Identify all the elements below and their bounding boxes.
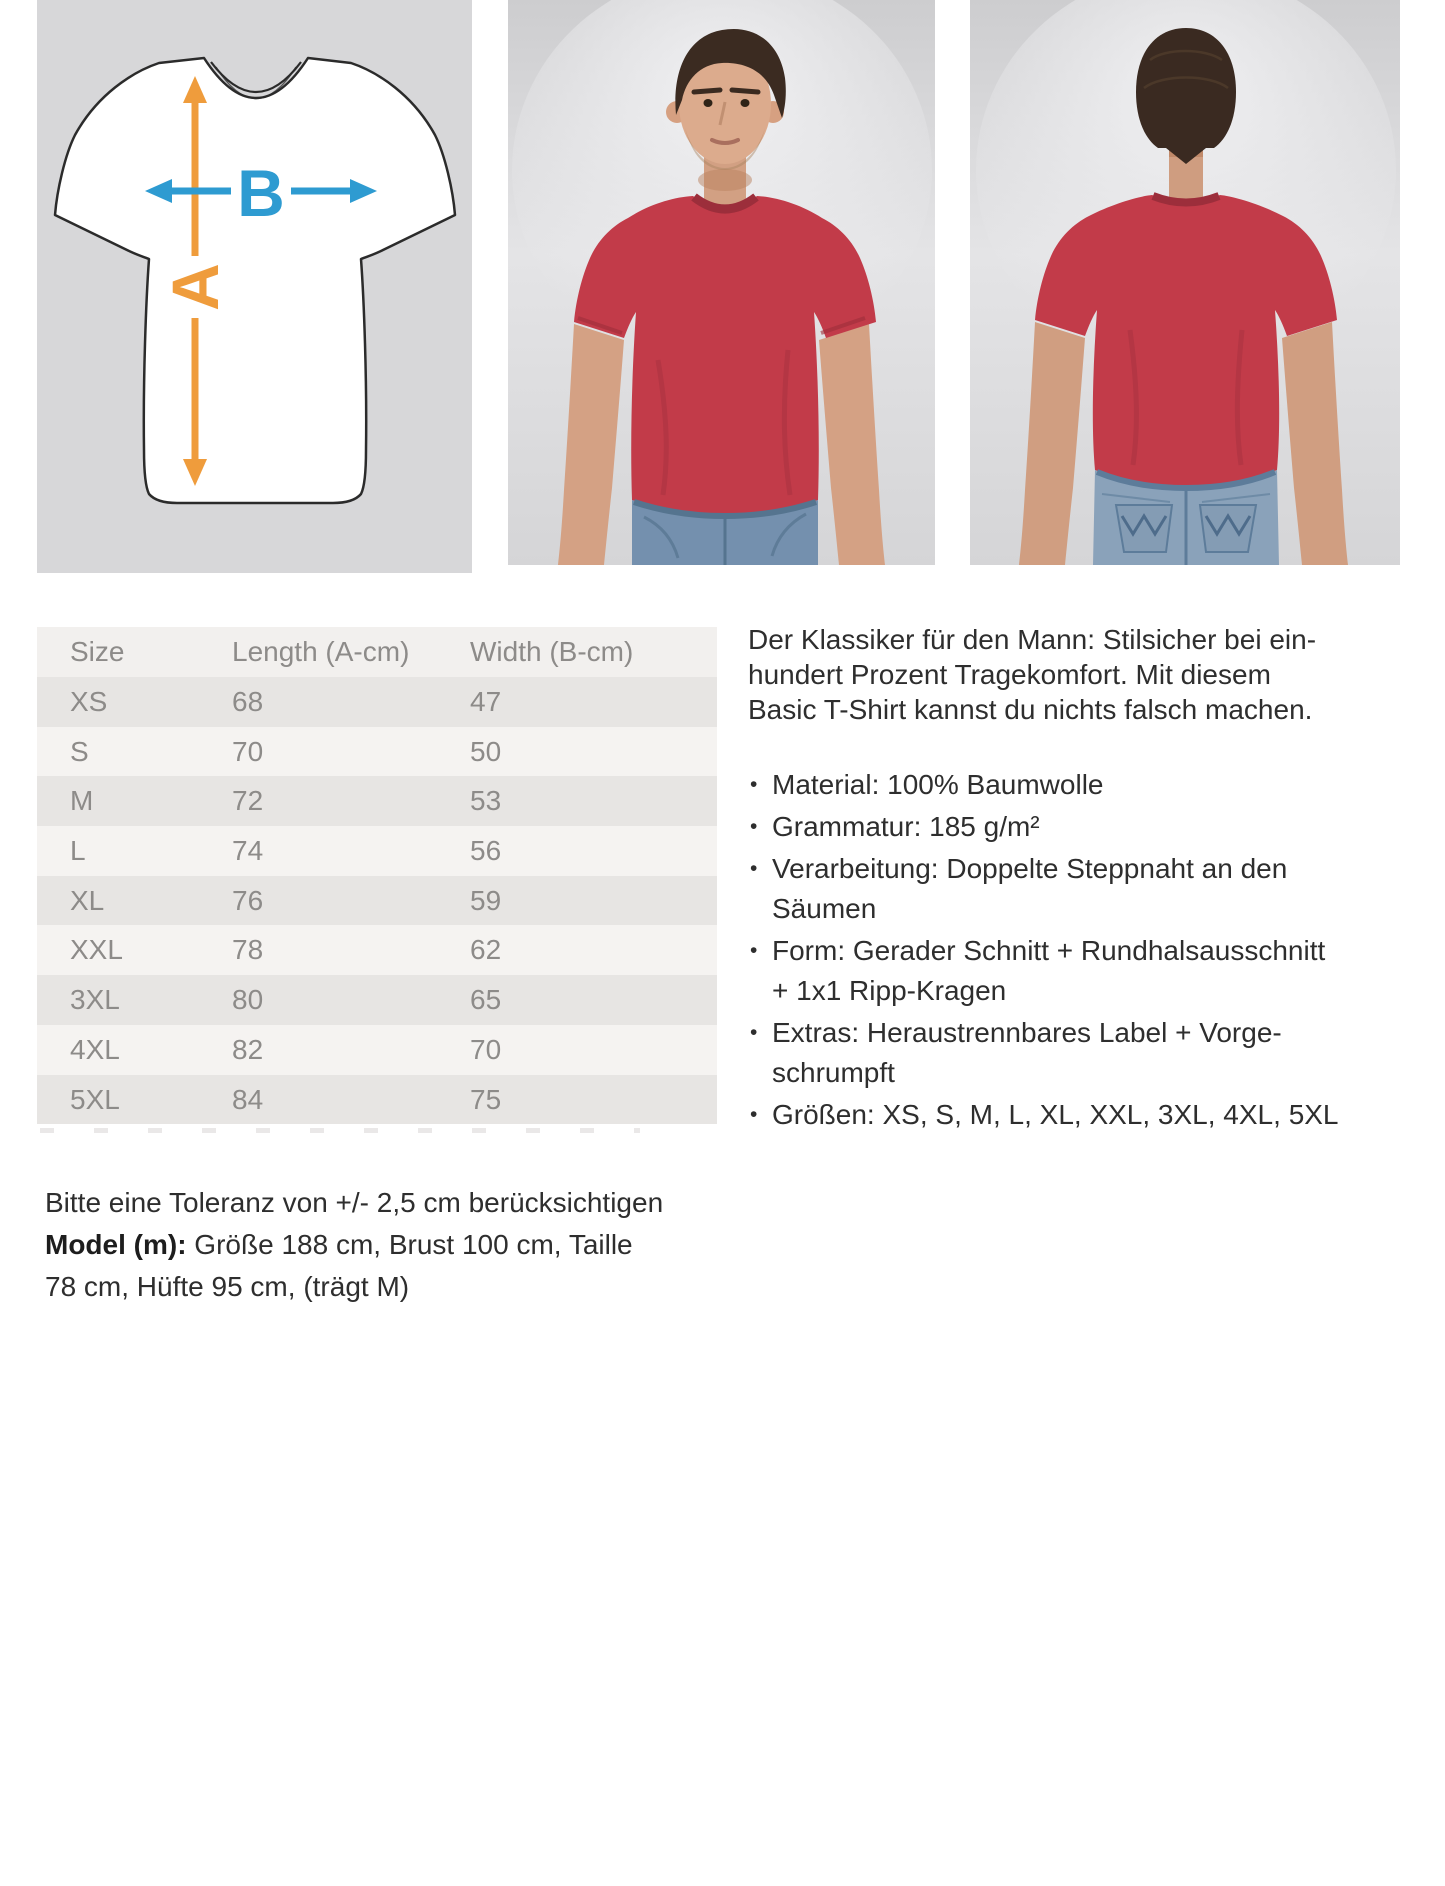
table-cell: 70 — [232, 735, 264, 767]
size-table-body — [37, 677, 717, 1124]
table-cell: XS — [70, 686, 108, 717]
column-header-size: Size — [70, 636, 125, 667]
product-photo-back — [970, 0, 1400, 573]
table-cell: S — [70, 735, 89, 767]
table-cell: L — [70, 835, 86, 867]
model-info-line: Model (m): Größe 188 cm, Brust 100 cm, Taille — [45, 1229, 633, 1260]
product-description — [748, 622, 1445, 1137]
measurement-notes — [45, 1182, 745, 1308]
table-cell: 50 — [470, 735, 502, 767]
table-cell: 78 — [232, 934, 264, 966]
tolerance-note: Bitte eine Toleranz von +/- 2,5 cm berücksichtigen — [45, 1187, 664, 1218]
table-cell: M — [70, 785, 94, 817]
feature-item — [748, 807, 1445, 847]
table-cell: 47 — [470, 686, 502, 717]
product-photo-front — [508, 0, 935, 573]
table-cell: 75 — [470, 1083, 502, 1115]
table-row — [37, 776, 717, 826]
table-cell: 76 — [232, 884, 264, 916]
size-diagram-panel — [37, 0, 472, 573]
table-cell: 82 — [232, 1033, 264, 1065]
feature-item — [748, 765, 1445, 805]
feature-line: schrumpft — [772, 1057, 895, 1088]
table-cell: 70 — [470, 1033, 502, 1065]
table-cell: 62 — [470, 934, 502, 966]
column-header-width: Width (B-cm) — [470, 636, 634, 667]
table-cell: 65 — [470, 984, 502, 1016]
description-intro — [748, 622, 1445, 727]
feature-line: Größen: XS, S, M, L, XL, XXL, 3XL, 4XL, 5XL — [772, 1099, 1339, 1130]
table-row — [37, 1075, 717, 1125]
feature-line: + 1x1 Ripp-Kragen — [772, 975, 1007, 1006]
measure-a-label: A — [158, 263, 232, 311]
table-row — [37, 727, 717, 777]
table-cell: 72 — [232, 785, 264, 817]
intro-line: Basic T-Shirt kannst du nichts falsch machen. — [748, 694, 1313, 725]
feature-item — [748, 849, 1445, 929]
bullet-icon: • — [750, 939, 758, 962]
table-cell: 5XL — [70, 1083, 120, 1115]
table-cell: 59 — [470, 884, 502, 916]
tshirt-diagram — [37, 0, 472, 573]
table-row — [37, 925, 717, 975]
front-photo-illustration — [508, 0, 935, 565]
feature-line: Grammatur: 185 g/m² — [772, 811, 1040, 842]
table-cell: 3XL — [70, 984, 120, 1016]
bullet-icon: • — [750, 815, 758, 838]
model-info — [45, 1224, 745, 1308]
model-info-line: 78 cm, Hüfte 95 cm, (trägt M) — [45, 1271, 410, 1302]
feature-line: Extras: Heraustrennbares Label + Vorge- — [772, 1017, 1282, 1048]
table-cell: XL — [70, 884, 105, 916]
table-cell: 84 — [232, 1083, 264, 1115]
table-cell: 56 — [470, 835, 502, 867]
table-cell: 53 — [470, 785, 502, 817]
table-cell: XXL — [70, 934, 123, 966]
table-row — [37, 677, 717, 727]
feature-item — [748, 931, 1445, 1011]
bullet-icon: • — [750, 857, 758, 880]
feature-line: Form: Gerader Schnitt + Rundhalsausschnitt — [772, 935, 1326, 966]
table-cell: 80 — [232, 984, 264, 1016]
feature-list — [748, 765, 1445, 1135]
feature-line: Verarbeitung: Doppelte Steppnaht an den — [772, 853, 1288, 884]
table-cell: 74 — [232, 835, 264, 867]
intro-line: hundert Prozent Tragekomfort. Mit diesem — [748, 659, 1271, 690]
feature-item — [748, 1013, 1445, 1093]
measure-b-label: B — [237, 156, 285, 230]
feature-line: Material: 100% Baumwolle — [772, 769, 1104, 800]
table-cell: 68 — [232, 686, 264, 717]
feature-item — [748, 1095, 1445, 1135]
back-photo-illustration — [970, 0, 1400, 565]
intro-line: Der Klassiker für den Mann: Stilsicher bei ein- — [748, 624, 1317, 655]
bullet-icon: • — [750, 1021, 758, 1044]
table-artifact-strip — [40, 1128, 640, 1133]
feature-line: Säumen — [772, 893, 877, 924]
table-row — [37, 876, 717, 926]
model-info-label: Model (m): — [45, 1229, 187, 1260]
table-cell: 4XL — [70, 1033, 120, 1065]
bullet-icon: • — [750, 1103, 758, 1126]
bullet-icon: • — [750, 773, 758, 796]
size-table — [37, 627, 717, 1124]
table-row — [37, 1025, 717, 1075]
size-table-header — [37, 627, 717, 677]
column-header-length: Length (A-cm) — [232, 636, 410, 667]
table-row — [37, 826, 717, 876]
table-row — [37, 975, 717, 1025]
